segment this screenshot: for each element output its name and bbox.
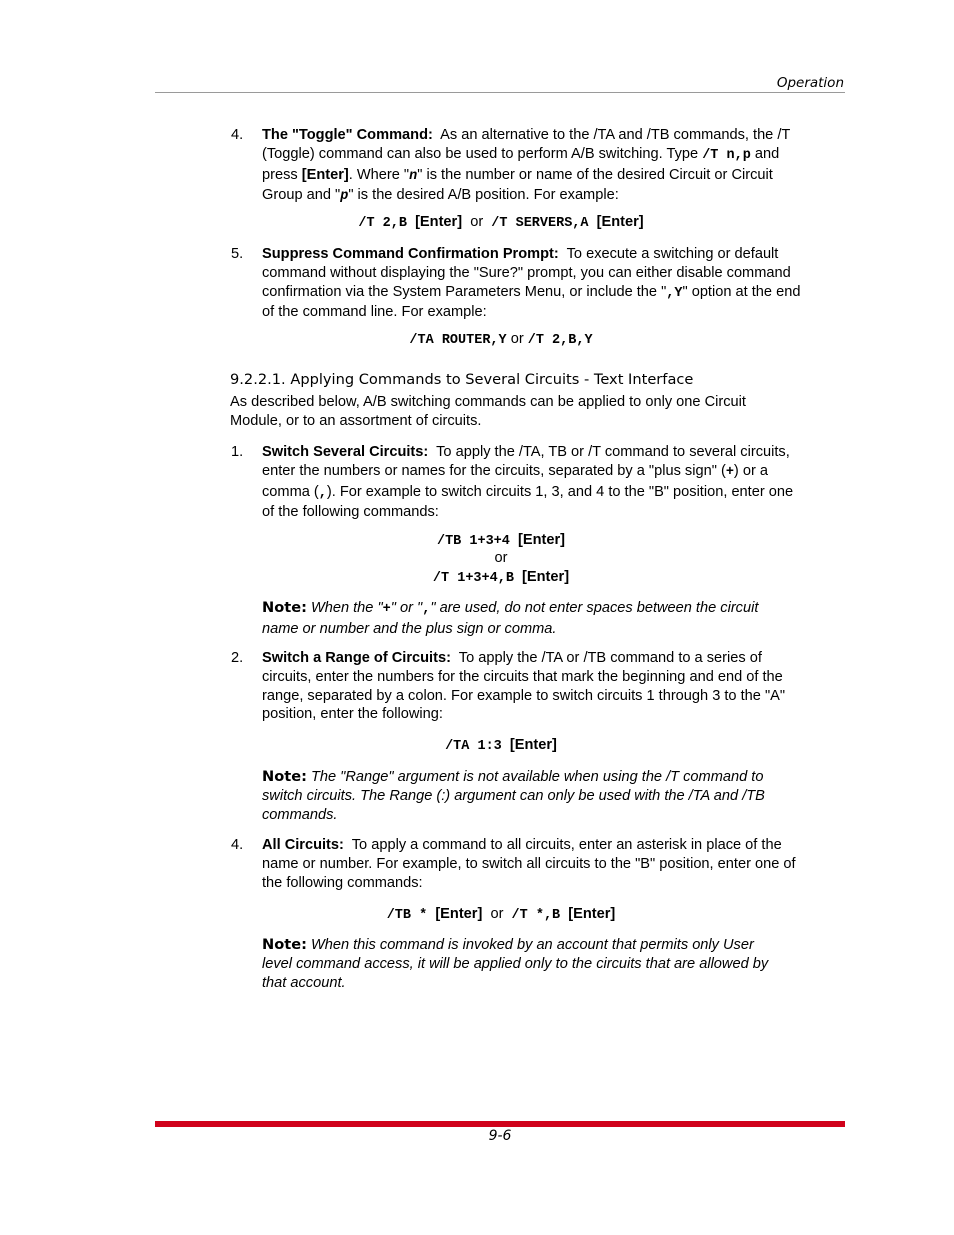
text-line: of the following commands: [262, 504, 439, 521]
note-label: Note: [262, 936, 307, 953]
text-line: (Toggle) command can also be used to perform A/B switching. Type [262, 145, 703, 162]
text-line: " or " [390, 600, 423, 616]
text-line: ) or a [733, 462, 768, 479]
enter-key-label: [Enter] [415, 214, 463, 230]
list-item-all-circuits [231, 836, 844, 892]
item-title: Switch Several Circuits: [262, 444, 429, 460]
example-command: /TA ROUTER,Y [409, 333, 507, 348]
text-line: " is the number or name of the desired Circuit or Circuit [417, 166, 773, 183]
text-line: To apply a command to all circuits, enter an asterisk in place of the [351, 837, 782, 853]
note-range [262, 768, 822, 824]
enter-key-label: [Enter] [509, 737, 557, 753]
command-example [262, 736, 740, 757]
text-line: ). For example to switch circuits 1, 3, and 4 to the "B" position, enter one [326, 483, 794, 500]
text-line: enter the numbers or names for the circuits, separated by a "plus sign" ( [262, 462, 726, 479]
enter-key-label: [Enter] [568, 906, 616, 922]
command-example [262, 905, 740, 926]
text-line: name or number. For example, to switch all circuits to the "B" position, enter one of [262, 855, 796, 872]
text-line: To apply the /TA or /TB command to a series of [458, 650, 762, 666]
enter-key-label: [Enter] [435, 906, 483, 922]
text-line: To execute a switching or default [566, 246, 779, 262]
or-text: or [470, 214, 484, 230]
note-label: Note: [262, 599, 307, 616]
text-line: Group and " [262, 187, 341, 204]
page-number: 9-6 [488, 1128, 512, 1144]
note-label: Note: [262, 768, 307, 785]
text-line: When the " [310, 600, 383, 616]
list-number: 2. [231, 650, 244, 666]
list-item-toggle-command [231, 126, 844, 207]
header-rule [155, 92, 845, 93]
list-number: 5. [231, 246, 244, 262]
plus-symbol: + [725, 464, 734, 480]
inline-command: /T n,p [702, 147, 751, 163]
section-heading: 9.2.2.1. Applying Commands to Several Circuits - Text Interface [230, 371, 694, 388]
text-line: " are used, do not enter spaces between the circuit [430, 600, 759, 616]
example-command: /TB 1+3+4 [436, 534, 510, 549]
enter-key-label: [Enter] [522, 569, 570, 585]
comma-symbol: , [318, 485, 327, 501]
item-title: All Circuits: [262, 837, 344, 853]
text-line: As described below, A/B switching commands can be applied to only one Circuit [230, 394, 746, 410]
enter-key-label: [Enter] [596, 214, 644, 230]
or-text: or [494, 550, 508, 566]
example-command: /TA 1:3 [445, 739, 502, 754]
text-line: level command access, it will be applied only to the circuits that are allowed by [262, 955, 769, 972]
enter-key-label: [Enter] [301, 166, 349, 183]
text-line: press [262, 166, 302, 183]
example-command: /T 1+3+4,B [432, 571, 514, 586]
command-example [262, 330, 740, 351]
text-line: range, separated by a colon. For example to switch circuits 1 through 3 to the "A" [262, 687, 786, 704]
list-number: 1. [231, 444, 244, 460]
text-line: that account. [262, 974, 346, 991]
or-text: or [510, 331, 524, 347]
plus-symbol: + [382, 602, 391, 617]
text-line: comma ( [262, 483, 319, 500]
text-line: " option at the end [682, 283, 801, 300]
text-line: When this command is invoked by an account that permits only User [310, 937, 754, 953]
text-line: the following commands: [262, 874, 423, 891]
text-line: The "Range" argument is not available when using the /T command to [310, 769, 764, 785]
text-line: confirmation via the System Parameters Menu, or include the " [262, 283, 667, 300]
comma-symbol: , [422, 602, 431, 617]
item-title: Suppress Command Confirmation Prompt: [262, 246, 559, 262]
or-text: or [490, 906, 504, 922]
text-line: of the command line. For example: [262, 304, 487, 321]
text-line: position, enter the following: [262, 706, 443, 723]
text-line: command without displaying the "Sure?" prompt, you can either disable command [262, 264, 791, 281]
section-intro [230, 393, 844, 431]
text-line: switch circuits. The Range (:) argument can only be used with the /TA and /TB [262, 787, 765, 804]
text-line: As an alternative to the /TA and /TB commands, the /T [440, 127, 791, 143]
variable-p: p [340, 189, 349, 205]
variable-n: n [409, 168, 418, 184]
text-line: circuits, enter the numbers for the circuits that mark the beginning and end of the [262, 668, 783, 685]
text-line: " is the desired A/B position. For example: [348, 187, 619, 204]
text-line: and [750, 145, 780, 162]
example-command: /TB * [386, 908, 428, 923]
inline-command: ,Y [666, 285, 683, 301]
command-example [262, 568, 740, 589]
text-line: commands. [262, 806, 338, 823]
example-command: /T 2,B [358, 216, 407, 231]
list-item-several-circuits [231, 443, 844, 522]
enter-key-label: [Enter] [518, 532, 566, 548]
example-command: /T *,B [511, 908, 561, 923]
command-example [262, 213, 740, 234]
running-header: Operation [776, 75, 844, 91]
list-item-suppress-confirmation [231, 245, 844, 322]
text-line: Module, or to an assortment of circuits. [230, 412, 482, 429]
text-line: name or number and the plus sign or comma. [262, 620, 557, 637]
text-line: To apply the /TA, TB or /T command to several circuits, [436, 444, 790, 460]
text-line: . Where " [348, 166, 410, 183]
list-number: 4. [231, 837, 244, 853]
item-title: Switch a Range of Circuits: [262, 650, 451, 666]
note-several-circuits [262, 599, 822, 639]
list-item-range-of-circuits [231, 649, 844, 724]
example-command: /T 2,B,Y [527, 333, 593, 348]
note-all-circuits [262, 936, 822, 992]
item-title: The "Toggle" Command: [262, 127, 433, 143]
example-command: /T SERVERS,A [491, 216, 589, 231]
list-number: 4. [231, 127, 244, 143]
